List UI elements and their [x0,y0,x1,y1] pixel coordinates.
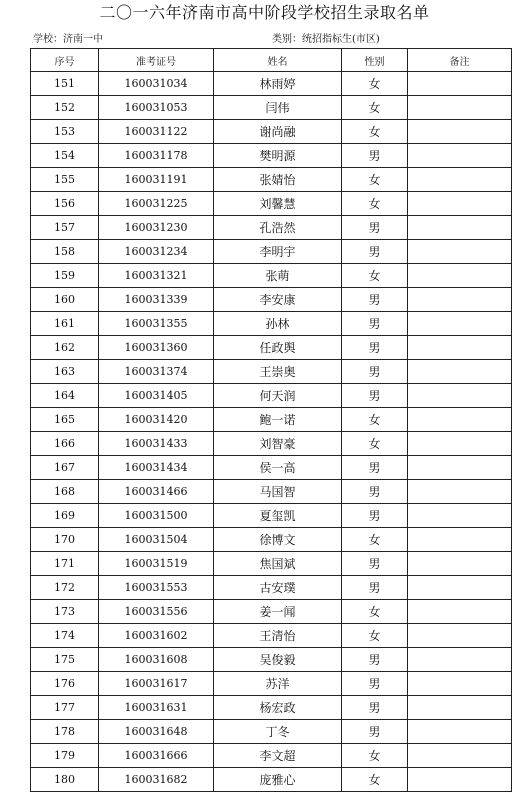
notes-cell [408,648,512,672]
gender-cell: 女 [342,744,408,768]
table-row [31,672,512,696]
exam-number-cell: 160031504 [99,528,214,552]
notes-cell [408,744,512,768]
table-body [31,72,512,792]
table-row [31,336,512,360]
name-cell: 谢尚融 [214,120,342,144]
gender-cell: 男 [342,480,408,504]
gender-cell: 女 [342,168,408,192]
exam-number-cell: 160031339 [99,288,214,312]
table-row [31,192,512,216]
exam-number-cell: 160031556 [99,600,214,624]
table-row [31,120,512,144]
table-row [31,552,512,576]
exam-number-cell: 160031122 [99,120,214,144]
gender-cell: 男 [342,288,408,312]
gender-cell: 男 [342,336,408,360]
exam-number-cell: 160031053 [99,96,214,120]
table-row [31,720,512,744]
name-cell: 孔浩然 [214,216,342,240]
name-cell: 苏洋 [214,672,342,696]
gender-cell: 女 [342,408,408,432]
gender-cell: 女 [342,768,408,792]
table-row [31,288,512,312]
seq-cell: 172 [31,576,99,600]
notes-cell [408,144,512,168]
header-name: 姓名 [214,49,342,72]
header-exam-number: 准考证号 [99,49,214,72]
header-notes: 备注 [408,49,512,72]
name-cell: 何天润 [214,384,342,408]
exam-number-cell: 160031191 [99,168,214,192]
table-row [31,432,512,456]
gender-cell: 女 [342,432,408,456]
exam-number-cell: 160031321 [99,264,214,288]
table-row [31,360,512,384]
table-row [31,768,512,792]
exam-number-cell: 160031433 [99,432,214,456]
notes-cell [408,384,512,408]
exam-number-cell: 160031466 [99,480,214,504]
table-row [31,624,512,648]
exam-number-cell: 160031360 [99,336,214,360]
notes-cell [408,264,512,288]
gender-cell: 男 [342,648,408,672]
name-cell: 马国智 [214,480,342,504]
exam-number-cell: 160031553 [99,576,214,600]
gender-cell: 男 [342,144,408,168]
name-cell: 李明宇 [214,240,342,264]
table-row [31,528,512,552]
gender-cell: 男 [342,504,408,528]
name-cell: 刘馨慧 [214,192,342,216]
gender-cell: 女 [342,192,408,216]
gender-cell: 男 [342,576,408,600]
header-gender: 性别 [342,49,408,72]
gender-cell: 女 [342,264,408,288]
table-row [31,744,512,768]
notes-cell [408,768,512,792]
exam-number-cell: 160031682 [99,768,214,792]
name-cell: 孙林 [214,312,342,336]
notes-cell [408,696,512,720]
table-row [31,168,512,192]
name-cell: 杨宏政 [214,696,342,720]
exam-number-cell: 160031666 [99,744,214,768]
seq-cell: 160 [31,288,99,312]
category-label: 类别：统招指标生(市区) [272,34,380,45]
document-title: 二〇一六年济南市高中阶段学校招生录取名单 [99,3,430,22]
gender-cell: 男 [342,552,408,576]
table-row [31,264,512,288]
table-row [31,696,512,720]
exam-number-cell: 160031617 [99,672,214,696]
name-cell: 张萌 [214,264,342,288]
seq-cell: 180 [31,768,99,792]
table-row [31,504,512,528]
gender-cell: 女 [342,528,408,552]
exam-number-cell: 160031420 [99,408,214,432]
exam-number-cell: 160031608 [99,648,214,672]
name-cell: 庞雅心 [214,768,342,792]
name-cell: 吴俊毅 [214,648,342,672]
notes-cell [408,216,512,240]
header-seq: 序号 [31,49,99,72]
exam-number-cell: 160031355 [99,312,214,336]
name-cell: 徐博文 [214,528,342,552]
notes-cell [408,96,512,120]
table-row [31,240,512,264]
table-row [31,456,512,480]
name-cell: 张婧怡 [214,168,342,192]
seq-cell: 166 [31,432,99,456]
table-row [31,216,512,240]
seq-cell: 167 [31,456,99,480]
notes-cell [408,456,512,480]
notes-cell [408,624,512,648]
table-row [31,408,512,432]
gender-cell: 女 [342,96,408,120]
seq-cell: 179 [31,744,99,768]
seq-cell: 175 [31,648,99,672]
notes-cell [408,528,512,552]
notes-cell [408,552,512,576]
name-cell: 丁冬 [214,720,342,744]
seq-cell: 151 [31,72,99,96]
table-row [31,384,512,408]
table-row [31,576,512,600]
school-label: 学校：济南一中 [33,34,103,45]
notes-cell [408,120,512,144]
exam-number-cell: 160031434 [99,456,214,480]
notes-cell [408,168,512,192]
exam-number-cell: 160031230 [99,216,214,240]
admission-table [30,48,512,792]
table-row [31,648,512,672]
name-cell: 李安康 [214,288,342,312]
seq-cell: 178 [31,720,99,744]
exam-number-cell: 160031602 [99,624,214,648]
seq-cell: 157 [31,216,99,240]
notes-cell [408,336,512,360]
gender-cell: 男 [342,456,408,480]
seq-cell: 159 [31,264,99,288]
name-cell: 刘智豪 [214,432,342,456]
table-row [31,72,512,96]
seq-cell: 163 [31,360,99,384]
notes-cell [408,408,512,432]
seq-cell: 164 [31,384,99,408]
exam-number-cell: 160031648 [99,720,214,744]
notes-cell [408,192,512,216]
seq-cell: 173 [31,600,99,624]
seq-cell: 162 [31,336,99,360]
name-cell: 古安璞 [214,576,342,600]
seq-cell: 156 [31,192,99,216]
gender-cell: 男 [342,720,408,744]
name-cell: 林雨婷 [214,72,342,96]
name-cell: 王清怡 [214,624,342,648]
exam-number-cell: 160031225 [99,192,214,216]
table-row [31,312,512,336]
seq-cell: 155 [31,168,99,192]
name-cell: 夏玺凯 [214,504,342,528]
seq-cell: 170 [31,528,99,552]
table-header-row [31,49,512,72]
exam-number-cell: 160031034 [99,72,214,96]
seq-cell: 165 [31,408,99,432]
gender-cell: 女 [342,624,408,648]
table-row [31,96,512,120]
seq-cell: 169 [31,504,99,528]
notes-cell [408,576,512,600]
name-cell: 李文超 [214,744,342,768]
table-row [31,600,512,624]
notes-cell [408,720,512,744]
notes-cell [408,504,512,528]
table-row [31,480,512,504]
seq-cell: 158 [31,240,99,264]
name-cell: 侯一高 [214,456,342,480]
gender-cell: 女 [342,120,408,144]
notes-cell [408,72,512,96]
name-cell: 焦国斌 [214,552,342,576]
exam-number-cell: 160031519 [99,552,214,576]
gender-cell: 女 [342,72,408,96]
notes-cell [408,360,512,384]
gender-cell: 女 [342,600,408,624]
exam-number-cell: 160031374 [99,360,214,384]
gender-cell: 男 [342,240,408,264]
gender-cell: 男 [342,672,408,696]
gender-cell: 男 [342,216,408,240]
notes-cell [408,432,512,456]
exam-number-cell: 160031234 [99,240,214,264]
name-cell: 王崇奥 [214,360,342,384]
name-cell: 闫伟 [214,96,342,120]
gender-cell: 男 [342,696,408,720]
notes-cell [408,600,512,624]
seq-cell: 152 [31,96,99,120]
name-cell: 姜一闻 [214,600,342,624]
seq-cell: 153 [31,120,99,144]
exam-number-cell: 160031405 [99,384,214,408]
notes-cell [408,672,512,696]
seq-cell: 176 [31,672,99,696]
exam-number-cell: 160031500 [99,504,214,528]
gender-cell: 男 [342,312,408,336]
table-row [31,144,512,168]
exam-number-cell: 160031631 [99,696,214,720]
seq-cell: 161 [31,312,99,336]
notes-cell [408,240,512,264]
gender-cell: 男 [342,384,408,408]
notes-cell [408,312,512,336]
notes-cell [408,288,512,312]
exam-number-cell: 160031178 [99,144,214,168]
seq-cell: 174 [31,624,99,648]
seq-cell: 154 [31,144,99,168]
name-cell: 樊明源 [214,144,342,168]
seq-cell: 168 [31,480,99,504]
gender-cell: 男 [342,360,408,384]
seq-cell: 171 [31,552,99,576]
name-cell: 鲍一诺 [214,408,342,432]
seq-cell: 177 [31,696,99,720]
notes-cell [408,480,512,504]
name-cell: 任政舆 [214,336,342,360]
